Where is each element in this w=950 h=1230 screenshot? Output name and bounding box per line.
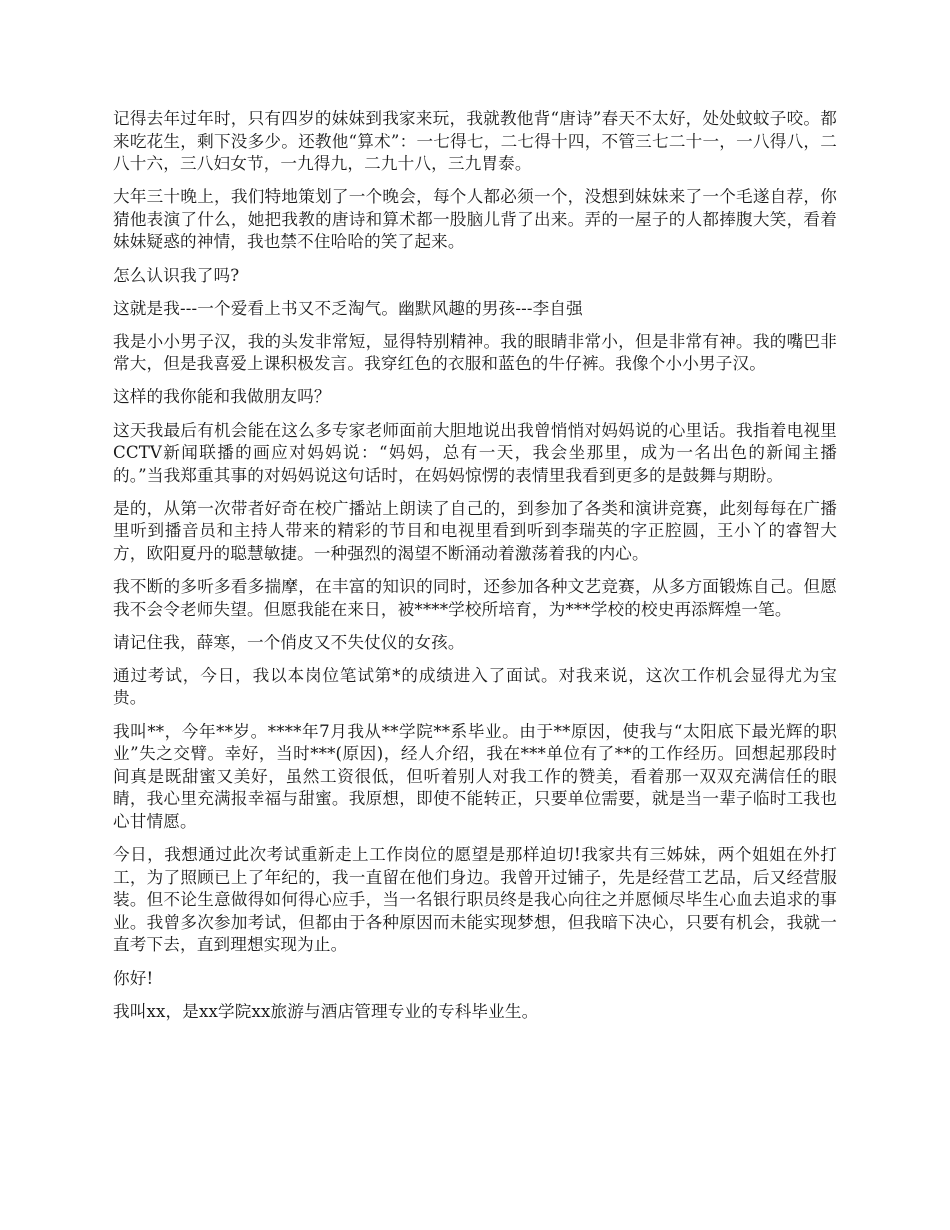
paragraph-9: 我不断的多听多看多揣摩，在丰富的知识的同时，还参加各种文艺竞赛，从多方面锻炼自己。但愿我不会令老师失望。但愿我能在来日，被****学校所培育，为***学校的校史再添辉煌一笔。 xyxy=(113,577,837,619)
paragraph-2: 大年三十晚上，我们特地策划了一个晚会，每个人都必须一个，没想到妹妹来了一个毛遂自荐，你猜他表演了什么，她把我教的唐诗和算术都一股脑儿背了出来。弄的一屋子的人都捧腹大笑，看着妹妹疑惑的神情，我也禁不住哈哈的笑了起来。 xyxy=(113,187,837,252)
paragraph-15: 我叫xx，是xx学院xx旅游与酒店管理专业的专科毕业生。 xyxy=(113,1001,539,1021)
paragraph-7: 这天我最后有机会能在这么多专家老师面前大胆地说出我曾悄悄对妈妈说的心里话。我指着电视里CCTV新闻联播的画应对妈妈说：“妈妈，总有一天，我会坐那里，成为一名出色的新闻主播的。”当我郑重其事的对妈妈说这句话时，在妈妈惊愣的表情里我看到更多的是鼓舞与期盼。 xyxy=(113,420,837,485)
document-page xyxy=(113,108,837,1034)
paragraph-11: 通过考试，今日，我以本岗位笔试第*的成绩进入了面试。对我来说，这次工作机会显得尤为宝贵。 xyxy=(113,665,837,708)
paragraph-6: 这样的我你能和我做朋友吗？ xyxy=(113,387,331,407)
paragraph-13: 今日，我想通过此次考试重新走上工作岗位的愿望是那样迫切!我家共有三姊妹，两个姐姐在外打工，为了照顾已上了年纪的，我一直留在他们身边。我曾开过铺子，先是经营工艺品，后又经营服装。但不论生意做得如何得心应手，当一名银行职员终是我心向往之并愿倾尽毕生心血去追求的事业。我曾多次参加考试，但都由于各种原因而未能实现梦想，但我暗下决心，只要有机会，我就一直考下去，直到理想实现为止。 xyxy=(113,845,837,955)
paragraph-12: 我叫**，今年**岁。****年7月我从**学院**系毕业。由于**原因，使我与“太阳底下最光辉的职业”失之交臂。幸好，当时***(原因)，经人介绍，我在***单位有了**的工作经历。回想起那段时间真是既甜蜜又美好，虽然工资很低，但听着别人对我工作的赞美，看着那一双双充满信任的眼睛，我心里充满报幸福与甜蜜。我原想，即使不能转正，只要单位需要，就是当一辈子临时工我也心甘情愿。 xyxy=(113,721,837,831)
paragraph-1: 记得去年过年时，只有四岁的妹妹到我家来玩，我就教他背“唐诗”春天不太好，处处蚊蚊子咬。都来吃花生，剩下没多少。还教他“算术”：一七得七，二七得十四，不管三七二十一，一八得八，二八十六，三八妇女节，一九得九，二九十八，三九胃泰。 xyxy=(113,109,837,174)
paragraph-4: 这就是我---一个爱看上书又不乏淘气。幽默风趣的男孩---李自强 xyxy=(113,298,583,318)
paragraph-8: 是的，从第一次带者好奇在校广播站上朗读了自己的，到参加了各类和演讲竞赛，此刻每每在广播里听到播音员和主持人带来的精彩的节目和电视里看到听到李瑞英的字正腔圆，王小丫的睿智大方，欧阳夏丹的聪慧敏捷。一种强烈的渴望不断涌动着激荡着我的内心。 xyxy=(113,498,837,563)
paragraph-5: 我是小小男子汉，我的头发非常短，显得特别精神。我的眼睛非常小，但是非常有神。我的嘴巴非常大，但是我喜爱上课积极发言。我穿红色的衣服和蓝色的牛仔裤。我像个小小男子汉。 xyxy=(113,331,837,374)
paragraph-14: 你好! xyxy=(113,968,154,988)
paragraph-3: 怎么认识我了吗? xyxy=(113,265,240,285)
paragraph-10: 请记住我，薛寒，一个俏皮又不失仗仪的女孩。 xyxy=(113,632,465,652)
